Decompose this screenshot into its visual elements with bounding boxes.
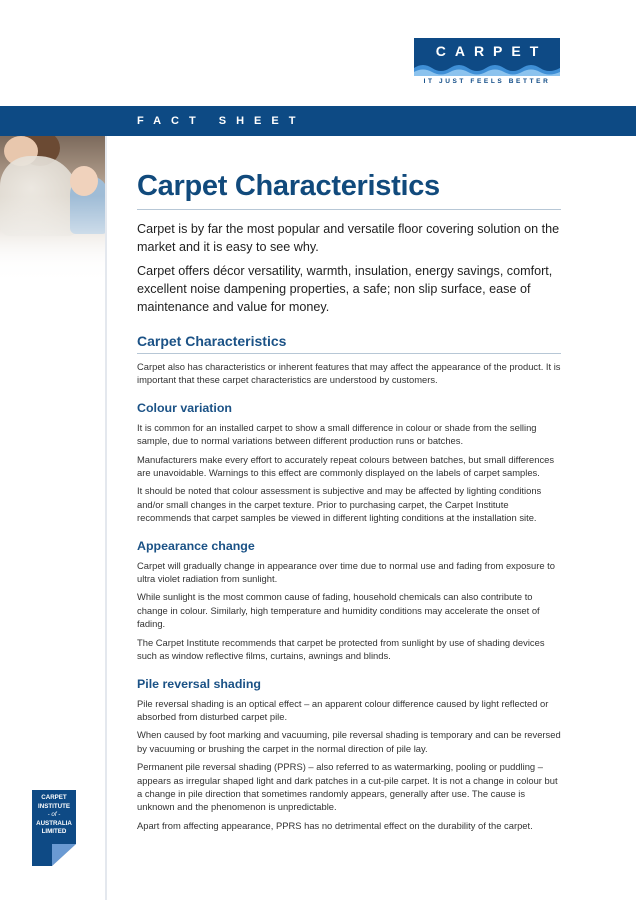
- institute-line: LIMITED: [41, 828, 67, 835]
- paragraph: Permanent pile reversal shading (PPRS) – also referred to as watermarking, pooling or puddling – appears as irregular shaped light and dark patches in a cut-pile carpet. It is not a change in colour but a change in pile direction that sometimes randomly appears, generally after use. The cause is unknown and the phenomenon is unpredictable.: [137, 761, 558, 813]
- subsection-heading-appearance-change: Appearance change: [137, 538, 255, 553]
- intro-paragraph: Carpet offers décor versatility, warmth, insulation, energy savings, comfort, excellent noise dampening properties, a safe; non slip surface, ease of maintenance and value for money.: [137, 264, 553, 314]
- section-divider: [137, 353, 561, 354]
- paragraph: Manufacturers make every effort to accurately repeat colours between batches, but small differences are unavoidable. Warnings to this effect are commonly displayed on the labels of carpet samples.: [137, 453, 555, 479]
- institute-line: - of -: [47, 811, 61, 818]
- paragraph: While sunlight is the most common cause of fading, household chemicals can also contribute to change in colour. Similarly, high temperature and humidity conditions may accelerate the onset of fading.: [137, 591, 540, 630]
- document-body: [137, 168, 561, 832]
- carpet-logo: [414, 38, 560, 88]
- institute-line: CARPET: [41, 794, 67, 801]
- paragraph: It is common for an installed carpet to show a small difference in colour or shade from the selling sample, due to normal variations between different production runs or batches.: [137, 421, 537, 447]
- section-paragraph: Carpet also has characteristics or inherent features that may affect the appearance of the product. It is important that these carpet characteristics are understood by customers.: [137, 361, 561, 386]
- wave-icon: [414, 62, 560, 76]
- paragraph: When caused by foot marking and vacuuming, pile reversal shading is temporary and can be reversed by vacuuming or brushing the carpet in the normal direction of pile lay.: [137, 729, 561, 754]
- paragraph: The Carpet Institute recommends that carpet be protected from sunlight by use of shading devices such as window reflective films, curtains, awnings and blinds.: [137, 636, 545, 662]
- logo-tagline: IT JUST FEELS BETTER: [423, 78, 551, 85]
- logo-word: CARPET: [435, 43, 548, 59]
- institute-line: AUSTRALIA: [36, 819, 72, 827]
- subsection-heading-colour-variation: Colour variation: [137, 400, 233, 415]
- title-divider: [137, 209, 561, 210]
- section-heading: Carpet Characteristics: [137, 333, 287, 349]
- family-photo: [0, 136, 105, 286]
- institute-line: INSTITUTE: [38, 802, 70, 810]
- subsection-heading-pile-reversal: Pile reversal shading: [137, 676, 261, 691]
- paragraph: It should be noted that colour assessment is subjective and may be affected by lighting conditions and/or small changes in the carpet texture. Prior to purchasing carpet, the Carpet Institute recommends that carpet samples be viewed in different lighting conditions at the installation site.: [137, 485, 542, 524]
- paragraph: Apart from affecting appearance, PPRS has no detrimental effect on the durability of the carpet.: [137, 819, 533, 831]
- paragraph: Carpet will gradually change in appearance over time due to normal use and fading from exposure to ultra violet radiation from sunlight.: [137, 559, 555, 585]
- logo-box: [414, 38, 560, 76]
- fact-sheet-label: FACT SHEET: [137, 115, 306, 127]
- photo-fade: [0, 136, 105, 286]
- margin-divider: [105, 136, 107, 900]
- intro-paragraph: Carpet is by far the most popular and versatile floor covering solution on the market and it is easy to see why.: [137, 222, 560, 254]
- page-title: Carpet Characteristics: [137, 170, 440, 202]
- intro: [137, 220, 561, 316]
- paragraph: Pile reversal shading is an optical effect – an apparent colour difference caused by light reflected or absorbed from disturbed carpet pile.: [137, 697, 549, 722]
- fact-sheet-band: [0, 106, 636, 136]
